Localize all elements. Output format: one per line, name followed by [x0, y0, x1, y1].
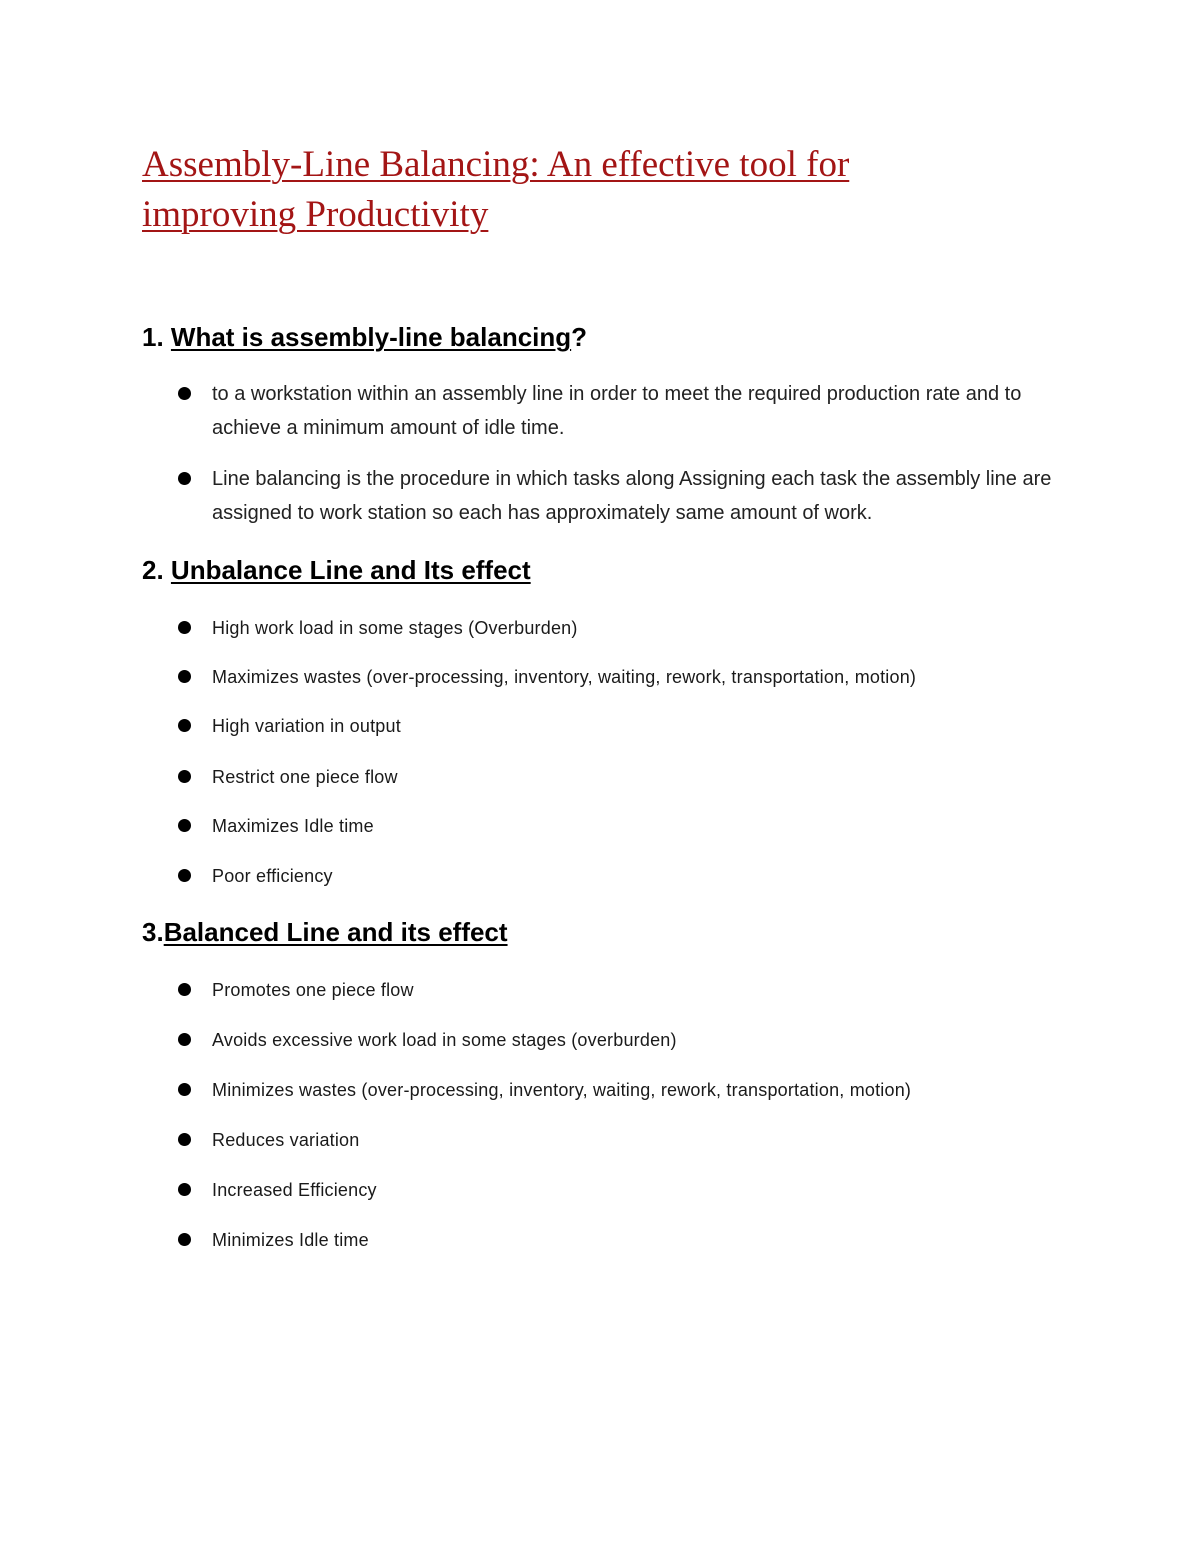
- list-item-text: Reduces variation: [212, 1130, 360, 1150]
- list-item-text: Maximizes wastes (over-processing, inventory, waiting, rework, transportation, motion): [212, 667, 917, 687]
- bullet-icon: [178, 719, 191, 732]
- list-item-text: Poor efficiency: [212, 866, 333, 886]
- bullet-icon: [178, 1083, 191, 1096]
- list-item-text: Minimizes Idle time: [212, 1230, 369, 1250]
- document-title: Assembly-Line Balancing: An effective tool for improving Productivity: [142, 144, 850, 235]
- section-heading-2: [142, 553, 531, 587]
- list-item-text: Avoids excessive work load in some stages (overburden): [212, 1030, 677, 1050]
- bullet-icon: [178, 1233, 191, 1246]
- bullet-icon: [178, 1133, 191, 1146]
- bullet-icon: [178, 1033, 191, 1046]
- section-number: 2.: [142, 555, 171, 585]
- list-item-text: Increased Efficiency: [212, 1180, 377, 1200]
- bullet-icon: [178, 819, 191, 832]
- list-item-text: Restrict one piece flow: [212, 767, 398, 787]
- section-title: What is assembly-line balancing: [170, 322, 572, 352]
- section-heading-3: [142, 915, 508, 949]
- list-item-text: to a workstation within an assembly line in order to meet the required production rate and to achieve a minimum amount of idle time.: [212, 383, 1022, 439]
- list-item-text: Minimizes wastes (over-processing, inventory, waiting, rework, transportation, motion): [212, 1080, 912, 1100]
- bullet-icon: [178, 869, 191, 882]
- section-title: Balanced Line and its effect: [163, 917, 508, 947]
- bullet-icon: [178, 621, 191, 634]
- bullet-icon: [178, 770, 191, 783]
- list-item-text: High work load in some stages (Overburden): [212, 618, 578, 638]
- bullet-icon: [178, 387, 191, 400]
- section-number: 3.: [142, 917, 164, 947]
- section-title: Unbalance Line and Its effect: [170, 555, 531, 585]
- list-item-text: Line balancing is the procedure in which tasks along Assigning each task the assembly line are assigned to work station so each has approximately same amount of work.: [212, 468, 1052, 524]
- list-item-text: High variation in output: [212, 716, 401, 736]
- bullet-icon: [178, 670, 191, 683]
- list-item-text: Promotes one piece flow: [212, 980, 414, 1000]
- list-item-text: Maximizes Idle time: [212, 816, 374, 836]
- section-heading-suffix: ?: [571, 322, 588, 352]
- bullet-icon: [178, 983, 191, 996]
- section-number: 1.: [142, 322, 171, 352]
- bullet-icon: [178, 472, 191, 485]
- section-heading-1: [142, 320, 587, 354]
- bullet-icon: [178, 1183, 191, 1196]
